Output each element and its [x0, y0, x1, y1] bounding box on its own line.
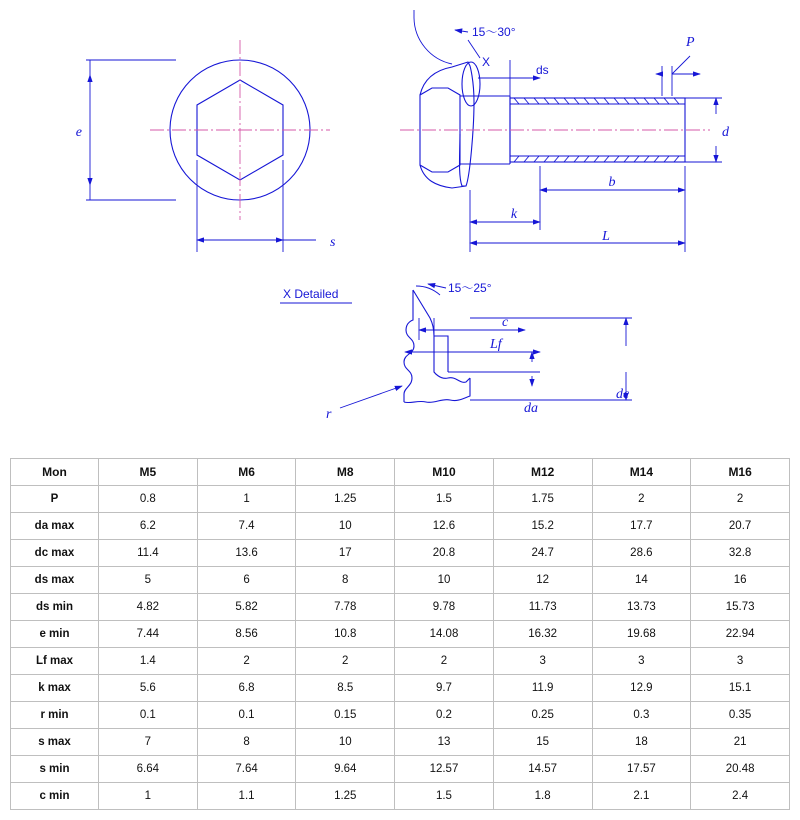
table-cell: 0.15 — [296, 702, 395, 729]
table-cell: 8 — [296, 567, 395, 594]
table-cell: 2 — [395, 648, 494, 675]
label-c: c — [502, 315, 509, 330]
table-row — [11, 783, 790, 810]
label-P: P — [686, 35, 695, 50]
table-cell: 15.1 — [691, 675, 790, 702]
table-cell: 13.6 — [197, 540, 296, 567]
table-cell: 11.9 — [493, 675, 592, 702]
row-label: k max — [11, 675, 99, 702]
table-cell: 17 — [296, 540, 395, 567]
table-cell: 1 — [197, 486, 296, 513]
table-cell: 20.48 — [691, 756, 790, 783]
label-head-angle: 15～30° — [472, 25, 516, 39]
label-dc: dc — [616, 387, 630, 402]
hex-end-view — [76, 40, 336, 252]
table-row — [11, 486, 790, 513]
table-cell: 2.1 — [592, 783, 691, 810]
table-cell: 2 — [592, 486, 691, 513]
row-label: P — [11, 486, 99, 513]
table-cell: 11.73 — [493, 594, 592, 621]
side-view — [400, 10, 730, 252]
table-cell: 13 — [395, 729, 494, 756]
table-cell: 0.35 — [691, 702, 790, 729]
table-cell: 3 — [691, 648, 790, 675]
label-d: d — [722, 125, 729, 140]
column-header: M16 — [691, 459, 790, 486]
table-cell: 20.8 — [395, 540, 494, 567]
row-label: e min — [11, 621, 99, 648]
column-header: M6 — [197, 459, 296, 486]
table-cell: 15 — [493, 729, 592, 756]
table-cell: 6 — [197, 567, 296, 594]
table-cell: 18 — [592, 729, 691, 756]
table-header-row — [11, 459, 790, 486]
table-cell: 2 — [691, 486, 790, 513]
table-cell: 7.4 — [197, 513, 296, 540]
column-header: M14 — [592, 459, 691, 486]
table-cell: 32.8 — [691, 540, 790, 567]
table-cell: 5.82 — [197, 594, 296, 621]
table-row — [11, 702, 790, 729]
table-cell: 7.78 — [296, 594, 395, 621]
label-b: b — [608, 175, 616, 190]
table-cell: 17.57 — [592, 756, 691, 783]
label-r: r — [326, 407, 332, 422]
table-cell: 1.5 — [395, 783, 494, 810]
row-label: ds max — [11, 567, 99, 594]
label-x-callout: X — [482, 55, 491, 69]
table-cell: 4.82 — [99, 594, 198, 621]
table-cell: 1.8 — [493, 783, 592, 810]
specification-table — [10, 458, 790, 810]
table-cell: 0.1 — [197, 702, 296, 729]
table-cell: 5.6 — [99, 675, 198, 702]
table-row — [11, 567, 790, 594]
table-cell: 13.73 — [592, 594, 691, 621]
table-cell: 5 — [99, 567, 198, 594]
label-e: e — [75, 125, 82, 140]
table-cell: 10 — [395, 567, 494, 594]
column-header: M10 — [395, 459, 494, 486]
row-label: ds min — [11, 594, 99, 621]
label-Lf: Lf — [490, 337, 502, 352]
row-label: Lf max — [11, 648, 99, 675]
table-cell: 8.56 — [197, 621, 296, 648]
table-cell: 0.8 — [99, 486, 198, 513]
label-k: k — [510, 207, 518, 222]
table-cell: 9.64 — [296, 756, 395, 783]
label-x-detailed: X Detailed — [283, 287, 339, 301]
table-cell: 20.7 — [691, 513, 790, 540]
table-cell: 14.08 — [395, 621, 494, 648]
table-cell: 1.4 — [99, 648, 198, 675]
table-row — [11, 621, 790, 648]
table-cell: 16 — [691, 567, 790, 594]
row-label: dc max — [11, 540, 99, 567]
table-row — [11, 540, 790, 567]
table-cell: 10 — [296, 513, 395, 540]
table-row — [11, 756, 790, 783]
row-label: da max — [11, 513, 99, 540]
table-cell: 1.1 — [197, 783, 296, 810]
table-cell: 0.25 — [493, 702, 592, 729]
table-row — [11, 648, 790, 675]
column-header: M8 — [296, 459, 395, 486]
table-cell: 1.25 — [296, 783, 395, 810]
table-cell: 15.2 — [493, 513, 592, 540]
table-cell: 8 — [197, 729, 296, 756]
table-cell: 2 — [197, 648, 296, 675]
table-cell: 2 — [296, 648, 395, 675]
label-flange-angle: 15～25° — [448, 281, 492, 295]
label-s: s — [330, 235, 336, 250]
table-cell: 12.57 — [395, 756, 494, 783]
table-cell: 28.6 — [592, 540, 691, 567]
table-cell: 6.2 — [99, 513, 198, 540]
table-cell: 3 — [493, 648, 592, 675]
row-label: s min — [11, 756, 99, 783]
table-cell: 16.32 — [493, 621, 592, 648]
table-cell: 12.9 — [592, 675, 691, 702]
table-cell: 10 — [296, 729, 395, 756]
table-cell: 21 — [691, 729, 790, 756]
table-cell: 3 — [592, 648, 691, 675]
table-row — [11, 729, 790, 756]
table-cell: 14.57 — [493, 756, 592, 783]
row-label: s max — [11, 729, 99, 756]
table-cell: 6.8 — [197, 675, 296, 702]
x-detail-view — [280, 281, 632, 422]
table-cell: 1.5 — [395, 486, 494, 513]
table-cell: 7.64 — [197, 756, 296, 783]
table-cell: 1.25 — [296, 486, 395, 513]
table-cell: 1 — [99, 783, 198, 810]
table-cell: 15.73 — [691, 594, 790, 621]
table-cell: 11.4 — [99, 540, 198, 567]
table-row — [11, 513, 790, 540]
table-cell: 22.94 — [691, 621, 790, 648]
table-cell: 12.6 — [395, 513, 494, 540]
table-cell: 0.1 — [99, 702, 198, 729]
label-da: da — [524, 401, 538, 416]
table-cell: 7 — [99, 729, 198, 756]
table-cell: 19.68 — [592, 621, 691, 648]
table-cell: 0.3 — [592, 702, 691, 729]
table-cell: 14 — [592, 567, 691, 594]
table-cell: 7.44 — [99, 621, 198, 648]
table-row — [11, 675, 790, 702]
table-cell: 9.7 — [395, 675, 494, 702]
column-header: Mon — [11, 459, 99, 486]
row-label: c min — [11, 783, 99, 810]
table-cell: 17.7 — [592, 513, 691, 540]
table-cell: 10.8 — [296, 621, 395, 648]
table-cell: 9.78 — [395, 594, 494, 621]
table-cell: 6.64 — [99, 756, 198, 783]
table-cell: 1.75 — [493, 486, 592, 513]
column-header: M5 — [99, 459, 198, 486]
label-ds: ds — [536, 63, 549, 77]
table-cell: 0.2 — [395, 702, 494, 729]
label-L: L — [602, 229, 610, 244]
column-header: M12 — [493, 459, 592, 486]
table-cell: 2.4 — [691, 783, 790, 810]
table-cell: 8.5 — [296, 675, 395, 702]
table-cell: 12 — [493, 567, 592, 594]
table-cell: 24.7 — [493, 540, 592, 567]
table-row — [11, 594, 790, 621]
row-label: r min — [11, 702, 99, 729]
